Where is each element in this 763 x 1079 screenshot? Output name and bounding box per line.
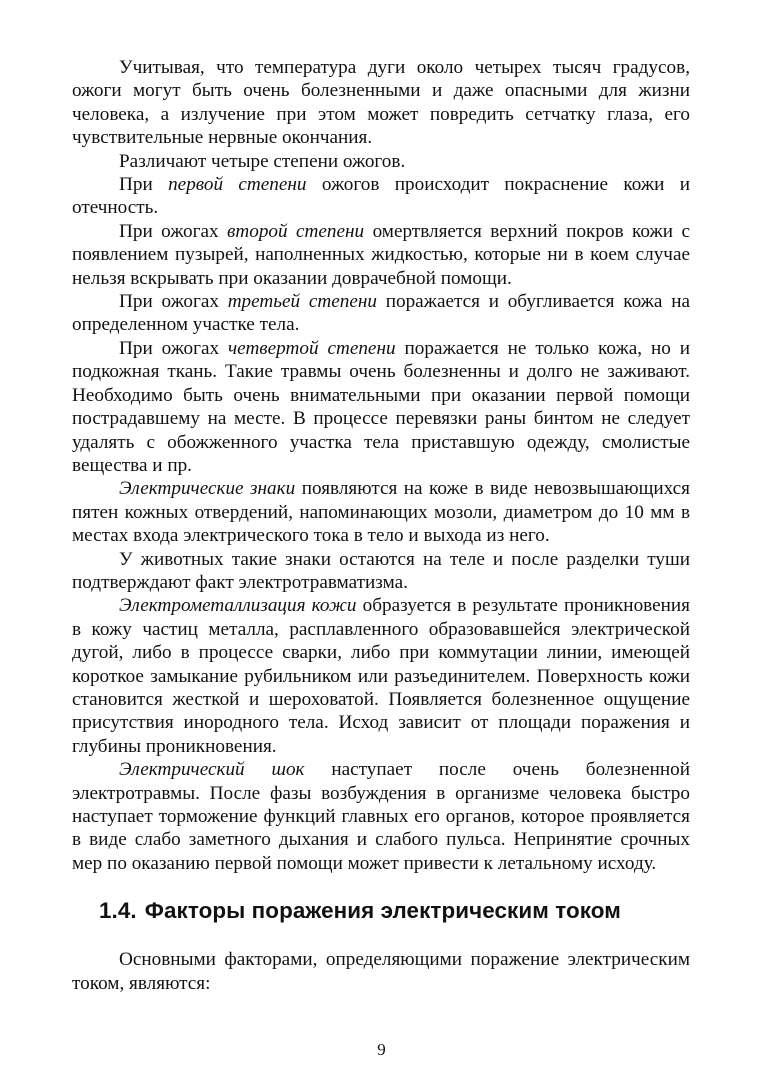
italic-term: Электрометаллизация кожи [119, 595, 357, 617]
italic-term: первой степени [168, 174, 307, 196]
paragraph: Электрический шок наступает после очень болезненной электротравмы. После фазы возбуждения в организме человека быстро наступает торможение функций главных его органов, которое проявляется в виде слабо заметного дыхания и слабого пульса. Непринятие срочных мер по оказанию первой помощи может привести к летальному исходу. [72, 759, 690, 874]
page-number: 9 [377, 1040, 386, 1059]
paragraph: При ожогах второй степени омертвляется верхний покров кожи с появлением пузырей, наполненных жидкостью, которые ни в коем случае нельзя вскрывать при оказании доврачебной помощи. [72, 220, 690, 289]
paragraph: При первой степени ожогов происходит покраснение кожи и отечность. [72, 174, 691, 219]
section-number: 1.4. [99, 898, 137, 924]
paragraph: Основными факторами, определяющими поражение электрическим током, являются: [72, 949, 690, 994]
paragraph: Электрометаллизация кожи образуется в результате проникновения в кожу частиц металла, расплавленного образовавшейся электрической дугой, либо в процессе сварки, либо при коммутации линии, имеющей короткое замыкание рубильником или разъединителем. Поверхность кожи становится жесткой и шероховатой. Появляется болезненное ощущение присутствия инородного тела. Исход зависит от площади поражения и глубины проникновения. [72, 595, 690, 757]
italic-term: четвертой степени [228, 337, 396, 359]
italic-term: Электрический шок [119, 759, 305, 781]
section-title: Факторы поражения электрическим током [144, 898, 621, 924]
paragraph: Различают четыре степени ожогов. [119, 150, 406, 172]
paragraph: При ожогах третьей степени поражается и обугливается кожа на определенном участке тела. [72, 291, 690, 336]
italic-term: третьей степени [227, 291, 377, 313]
section-heading [72, 897, 690, 924]
paragraph: Учитывая, что температура дуги около четырех тысяч градусов, ожоги могут быть очень болезненными и даже опасными для жизни человека, а излучение при этом может повредить сетчатку глаза, его чувствительные нервные окончания. [72, 57, 690, 149]
paragraph: При ожогах четвертой степени поражается не только кожа, но и подкожная ткань. Такие травмы очень болезненны и долго не заживают. Необходимо быть очень внимательными при оказании первой помощи пострадавшему на месте. В процессе перевязки раны бинтом не следует удалять с обожженного участка тела приставшую одежду, смолистые вещества и пр. [72, 337, 690, 476]
italic-term: второй степени [227, 220, 365, 242]
paragraph: Электрические знаки появляются на коже в виде невозвышающихся пятен кожных отвердений, напоминающих мозоли, диаметром до 10 мм в местах входа электрического тока в тело и выхода из него. [72, 478, 690, 547]
italic-term: Электрические знаки [119, 478, 296, 500]
document-page [72, 56, 690, 995]
paragraph: У животных такие знаки остаются на теле и после разделки туши подтверждают факт электротравматизма. [72, 548, 690, 593]
